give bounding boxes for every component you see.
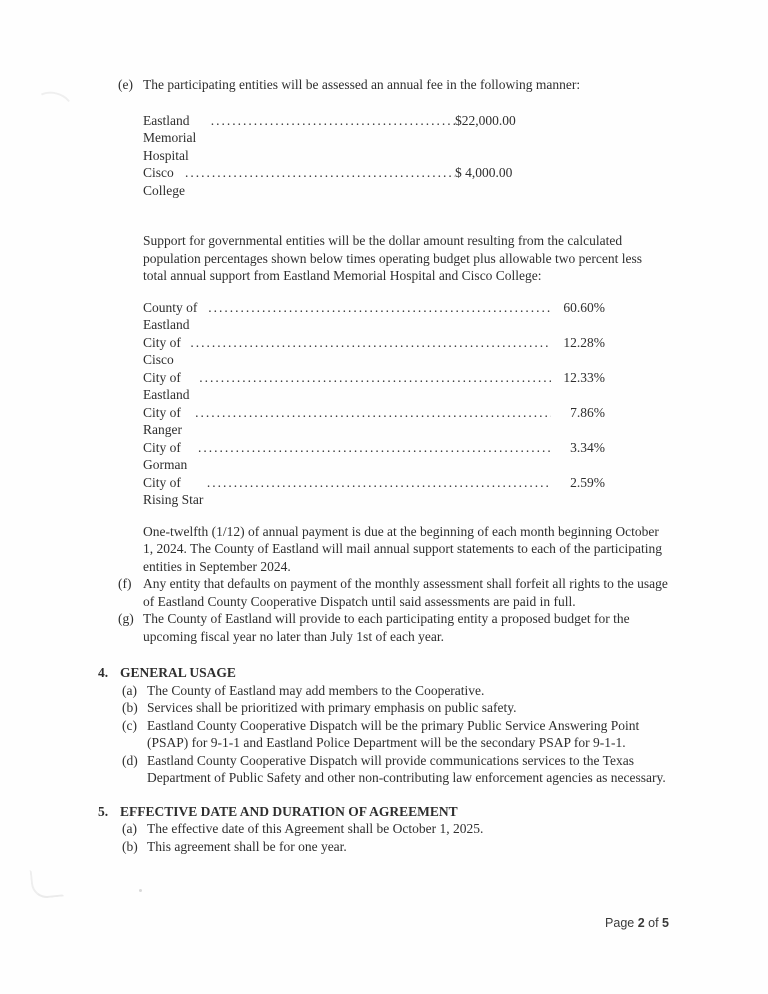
percentage-value: 12.28% <box>563 334 605 350</box>
footer-page-total: 5 <box>662 915 669 930</box>
list-item <box>122 820 768 838</box>
list-item-g <box>118 610 768 645</box>
dotted-leader <box>199 369 551 387</box>
percentage-row <box>143 439 605 474</box>
list-marker: (e) <box>118 77 133 92</box>
list-item <box>122 699 768 717</box>
percentage-value: 7.86% <box>570 404 605 420</box>
fee-row <box>143 112 535 165</box>
percentage-value: 2.59% <box>570 474 605 490</box>
list-marker: (c) <box>122 717 137 733</box>
section-5-heading <box>98 803 768 821</box>
dotted-leader <box>207 474 551 492</box>
percentage-label: City of Rising Star <box>143 474 204 507</box>
list-marker: (g) <box>118 611 134 626</box>
list-item-text: This agreement shall be for one year. <box>147 838 347 854</box>
fee-label: Eastland Memorial Hospital <box>143 112 197 163</box>
list-item-text: Services shall be prioritized with primary emphasis on public safety. <box>147 700 517 715</box>
list-item-text: Eastland County Cooperative Dispatch will be the primary Public Service Answering Point (PSAP) for 9-1-1 and Eastland Police Department will be the secondary PSAP for 9-1-1. <box>147 717 640 750</box>
fee-label: Cisco College <box>143 165 185 198</box>
section-4-heading <box>98 664 768 682</box>
footer-of-label: of <box>644 915 663 930</box>
dotted-leader <box>185 164 455 182</box>
list-item <box>122 838 768 856</box>
list-item-f <box>118 575 768 610</box>
section-number: 4. <box>98 665 109 680</box>
percentage-label: City of Ranger <box>143 404 182 437</box>
list-item-text: Eastland County Cooperative Dispatch will provide communications services to the Texas Department of Public Safety and other non-contributing law enforcement agencies as necessary. <box>147 752 666 785</box>
dotted-leader <box>190 334 551 352</box>
scan-artifact-dot <box>139 889 142 892</box>
footer-page-number: 2 <box>637 915 645 930</box>
footer-page-label: Page <box>605 915 638 930</box>
percentage-table <box>143 299 768 509</box>
percentage-value: 12.33% <box>563 369 605 385</box>
percentage-row <box>143 369 605 404</box>
list-item <box>122 752 768 787</box>
list-marker: (b) <box>122 700 138 715</box>
list-item-text: The effective date of this Agreement shall be October 1, 2025. <box>147 821 484 836</box>
dotted-leader <box>208 299 551 317</box>
list-marker: (a) <box>122 682 137 698</box>
scan-artifact-arc <box>30 88 76 127</box>
payment-paragraph: One-twelfth (1/12) of annual payment is due at the beginning of each month beginning October 1, 2024. The County of Eastland will mail annual support statements to each of the participating entities in September 2024. <box>143 523 663 574</box>
section-number: 5. <box>98 803 109 819</box>
list-item-e <box>118 76 768 94</box>
percentage-label: City of Cisco <box>143 334 181 367</box>
fee-row <box>143 164 535 199</box>
fee-value: $22,000.00 <box>455 112 516 128</box>
percentage-row <box>143 404 605 439</box>
list-marker: (a) <box>122 821 137 836</box>
section-title: GENERAL USAGE <box>120 665 236 680</box>
list-marker: (b) <box>122 838 138 854</box>
fee-table <box>143 112 768 200</box>
list-item <box>122 682 768 700</box>
list-item-text: The participating entities will be assessed an annual fee in the following manner: <box>143 77 581 92</box>
section-4-items <box>122 682 768 787</box>
dotted-leader <box>198 439 551 457</box>
support-paragraph: Support for governmental entities will be the dollar amount resulting from the calculated population percentages shown below times operating budget plus allowable two percent less total annual support from Eastland Memorial Hospital and Cisco College: <box>143 233 642 283</box>
percentage-row <box>143 474 605 509</box>
section-title: EFFECTIVE DATE AND DURATION OF AGREEMENT <box>120 803 458 819</box>
list-marker: (f) <box>118 576 132 591</box>
percentage-row <box>143 299 605 334</box>
dotted-leader <box>195 404 551 422</box>
fee-value: $ 4,000.00 <box>455 165 513 180</box>
percentage-row <box>143 334 605 369</box>
list-item-text: The County of Eastland will provide to each participating entity a proposed budget for the upcoming fiscal year no later than July 1st of each year. <box>143 611 630 644</box>
percentage-label: City of Eastland <box>143 369 190 402</box>
percentage-label: County of Eastland <box>143 299 198 332</box>
percentage-value: 3.34% <box>570 439 605 455</box>
list-item <box>122 717 768 752</box>
percentage-label: City of Gorman <box>143 439 188 472</box>
dotted-leader <box>211 112 455 130</box>
list-marker: (d) <box>122 752 138 768</box>
list-item-text: The County of Eastland may add members to the Cooperative. <box>147 682 485 698</box>
percentage-value: 60.60% <box>563 299 605 315</box>
section-5-items <box>122 820 768 855</box>
page-footer <box>591 897 669 950</box>
scan-artifact-curve <box>30 866 65 899</box>
list-item-text: Any entity that defaults on payment of the monthly assessment shall forfeit all rights to the usage of Eastland County Cooperative Dispatch until said assessments are paid in full. <box>143 576 668 609</box>
